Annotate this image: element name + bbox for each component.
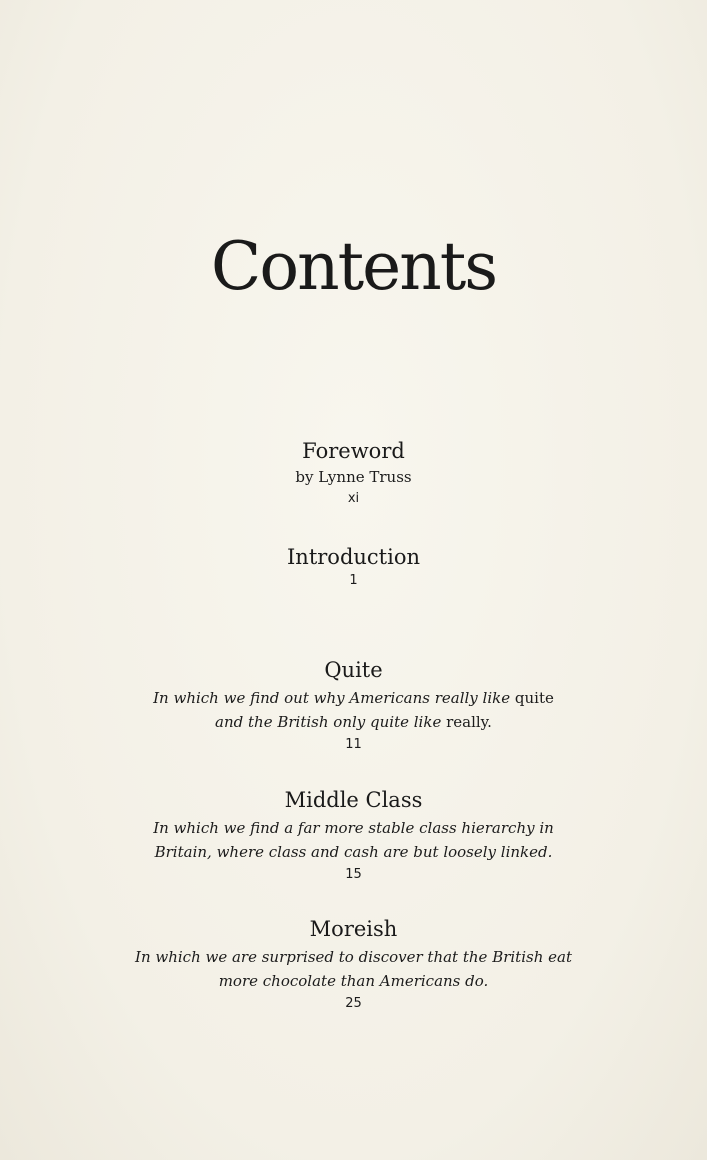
entry-description-text: more chocolate than Americans do. — [218, 972, 489, 990]
toc-entry-middle-class — [0, 787, 707, 885]
entry-heading: Introduction — [287, 545, 420, 569]
entry-description — [0, 816, 707, 864]
entry-description — [0, 945, 707, 993]
entry-page-number: xi — [347, 491, 360, 506]
entry-heading: Middle Class — [284, 788, 423, 812]
entry-page-number: 15 — [345, 867, 362, 882]
entry-description-text: In which we are surprised to discover that the British eat — [135, 948, 572, 966]
entry-page-number: 25 — [345, 996, 362, 1011]
toc-entry-introduction — [0, 544, 707, 591]
entry-heading: Quite — [324, 658, 383, 682]
entry-description-text: Britain, where class and cash are but loosely linked. — [154, 843, 553, 861]
entry-description-text: and the British only quite like — [215, 713, 447, 731]
entry-heading: Foreword — [302, 439, 405, 463]
toc-entry-foreword — [0, 438, 707, 509]
entry-page-number: 11 — [345, 737, 362, 752]
entry-page-number: 1 — [349, 573, 358, 588]
entry-byline: by Lynne Truss — [295, 468, 412, 486]
entry-description-word: quite — [514, 689, 554, 707]
entry-description-text: In which we find out why Americans really like — [153, 689, 515, 707]
entry-description-text: In which we find a far more stable class hierarchy in — [153, 819, 554, 837]
toc-entry-quite — [0, 657, 707, 755]
entry-description-word: really. — [446, 713, 492, 731]
page-title: Contents — [210, 228, 497, 305]
entry-heading: Moreish — [309, 917, 398, 941]
entry-description — [0, 686, 707, 734]
toc-entry-moreish — [0, 916, 707, 1014]
